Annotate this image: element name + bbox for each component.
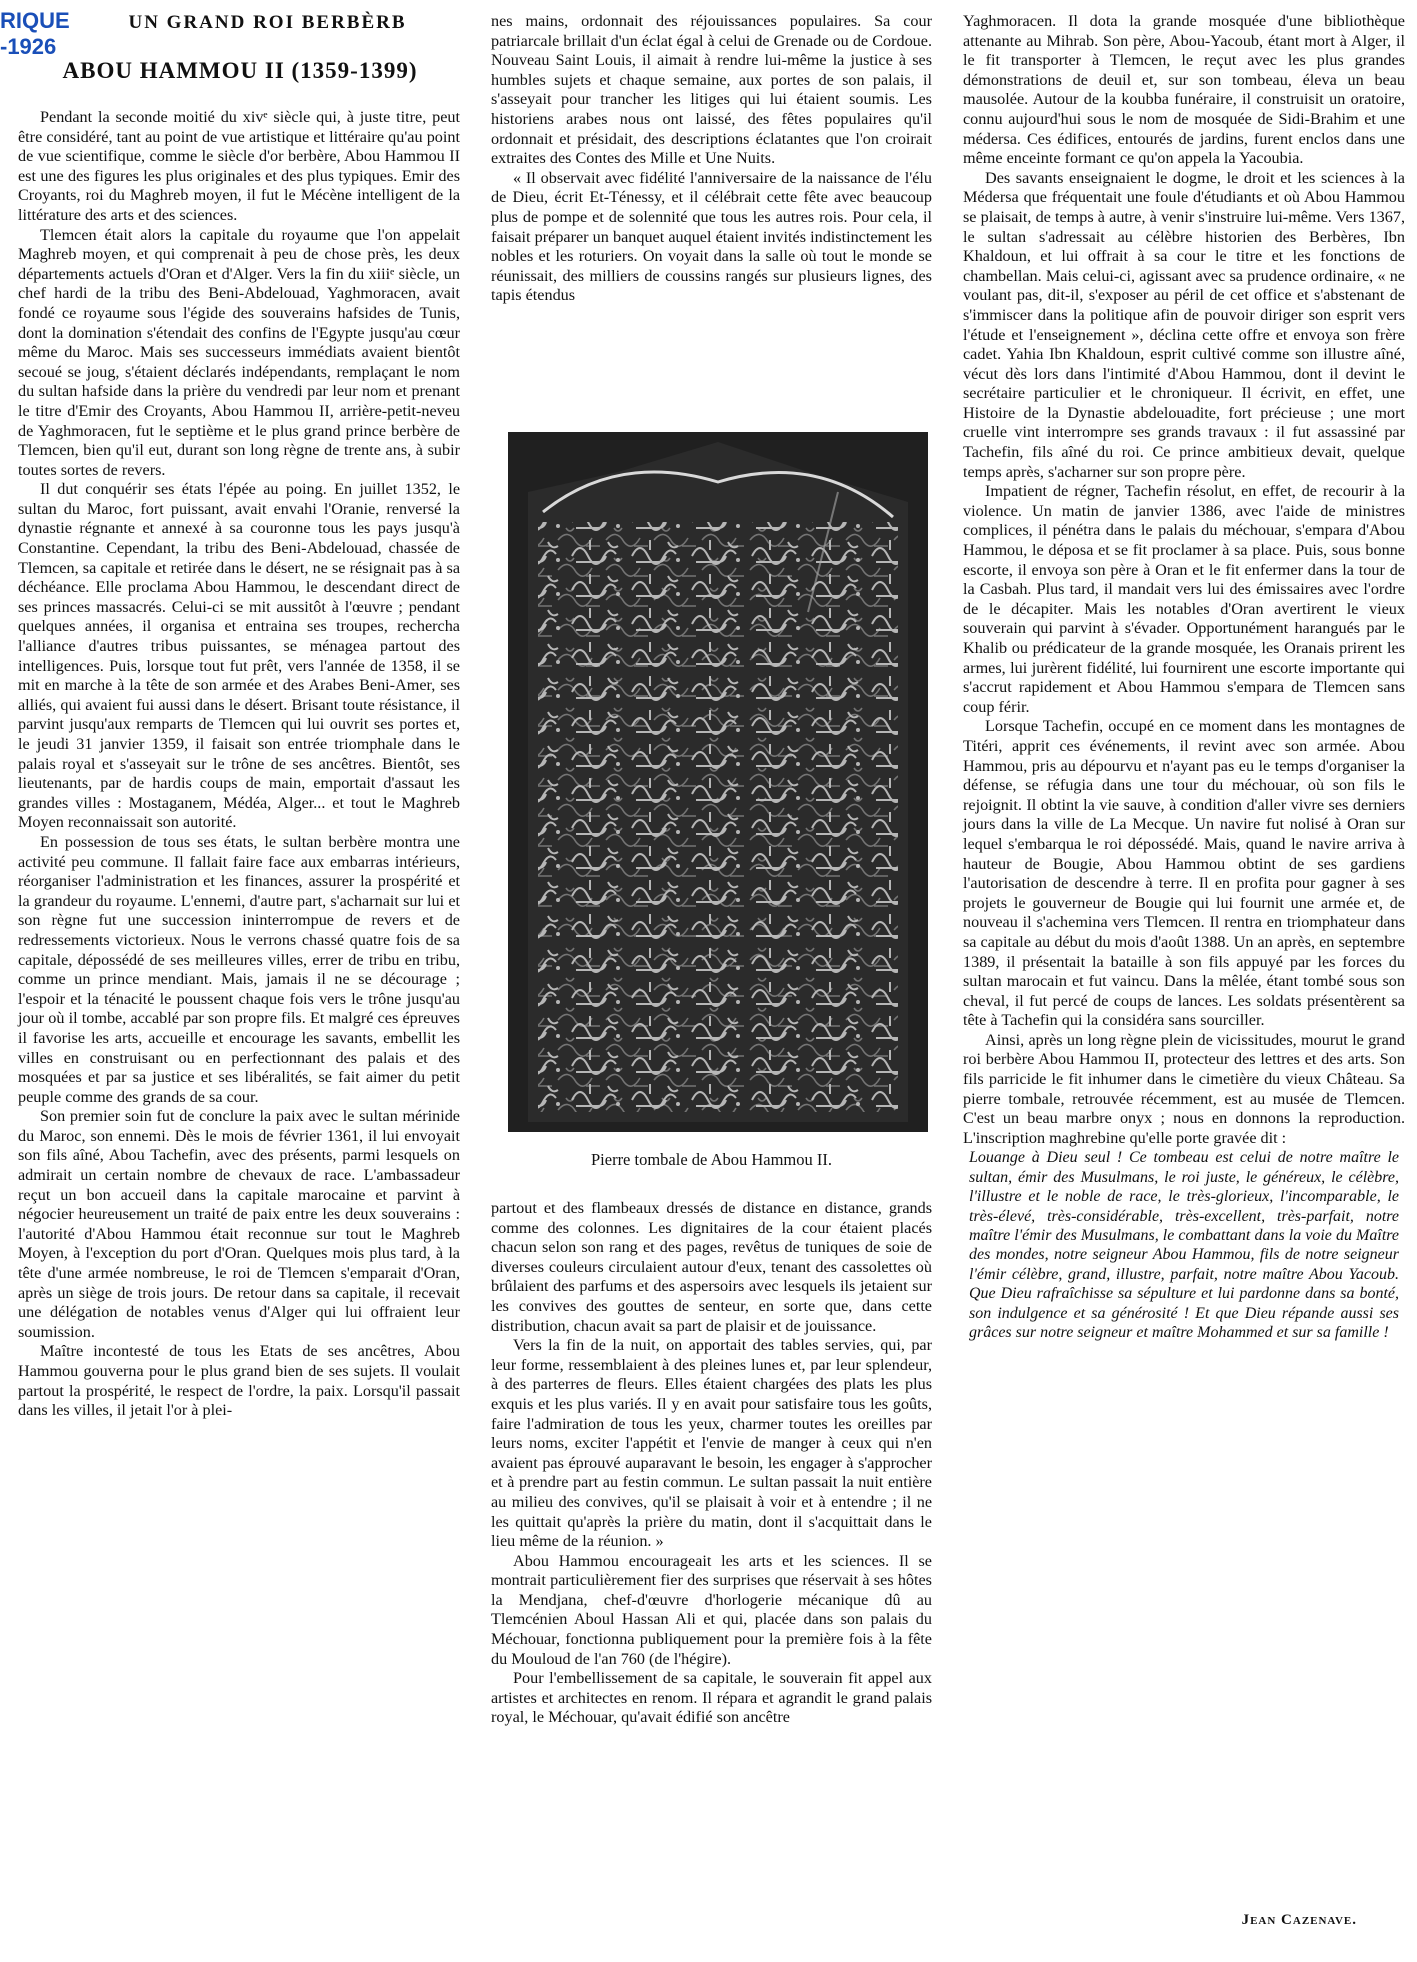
article-kicker: UN GRAND ROI BERBÈRB	[128, 12, 407, 33]
column-1	[18, 108, 460, 1421]
paragraph: Impatient de régner, Tachefin résolut, en effet, de recourir à la violence. Un matin de janvier 1386, avec l'aide de ministres complices, il pénétra dans le palais du méchouar, s'empara d'Abou Hammou, le déposa et se fit proclamer à sa place. Puis, sous bonne escorte, il envoya son père à Oran et le fit enfermer dans la tour de la Casbah. Plus tard, il mandait vers lui des émissaires avec l'ordre de le décapiter. Mais les notables d'Oran avertirent le vieux souverain qui parvint à s'évader. Opportunément harangués par le Khalib ou prédicateur de la grande mosquée, les Oranais prirent les armes, lui jurèrent fidélité, lui fournirent une escorte importante qui s'accrut rapidement et Abou Hammou s'empara de Tlemcen sans coup férir.	[963, 482, 1405, 716]
paragraph: Des savants enseignaient le dogme, le droit et les sciences à la Médersa que fréquentait une foule d'étudiants et où Abou Hammou se plaisait, de temps à autre, à venir s'instruire lui-même. Vers 1367, le sultan s'adressait au célèbre historien des Berbères, Ibn Khaldoun, et lui offrait à sa cour le titre et les fonctions de chambellan. Mais celui-ci, agissant avec sa prudence ordinaire, « ne voulant pas, dit-il, s'exposer au péril de cet office et s'abstenant de s'immiscer dans la politique afin de pouvoir diriger son esprit vers l'étude et l'enseignement », déclina cette offre et envoya son frère cadet. Yahia Ibn Khaldoun, esprit cultivé comme son illustre aîné, vécut dès lors dans l'intimité d'Abou Hammou, dont il devint le secrétaire particulier et le chroniqueur. Il écrivit, en effet, une Histoire de la Dynastie abdelouadite, fort précieuse ; une mort cruelle vint interrompre ses grands travaux : il fut assassiné par Tachefin, fils aîné du roi. Ce prince ambitieux devait, quelque temps après, s'acharner sur son propre père.	[963, 168, 1405, 481]
column-2-top	[491, 12, 932, 306]
paragraph: Maître incontesté de tous les Etats de ses ancêtres, Abou Hammou gouverna pour le plus grand bien de ses sujets. Il voulait partout la prospérité, le respect de l'ordre, la paix. Lorsqu'il passait dans les villes, il jetait l'or à plei-	[18, 1342, 460, 1420]
corner-fragment: RIQUE -1926	[0, 8, 70, 59]
figure-caption: Pierre tombale de Abou Hammou II.	[590, 1150, 833, 1169]
paragraph: Tlemcen était alors la capitale du royaume que l'on appelait Maghreb moyen, et qui comprenait à peu de chose près, les deux départements actuels d'Oran et d'Alger. Vers la fin du xiiiᵉ siècle, un chef hardi de la tribu des Beni-Abdelouad, Yaghmoracen, avait fondé ce royaume sous l'égide des souverains hafsides de Tunis, dont la domination s'étendait des confins de l'Egypte jusqu'au cœur même du Maroc. Mais ses successeurs immédiats avaient bientôt secoué se joug, s'étaient déclarés indépendants, remplaçant le nom du sultan hafside dans la prière du vendredi par leur nom et prenant le titre d'Emir des Croyants, Abou Hammou II, arrière-petit-neveu de Yaghmoracen, fut le septième et le plus grand prince berbère de Tlemcen, bien qu'il eut, durant son long règne de trente ans, à subir toutes sortes de revers.	[18, 225, 460, 479]
paragraph: « Il observait avec fidélité l'anniversaire de la naissance de l'élu de Dieu, écrit Et-Ténessy, et il célébrait cette fête avec beaucoup plus de pompe et de solennité que tous les autres rois. Pour cela, il faisait préparer un banquet auquel étaient invités indistinctement les nobles et les roturiers. On voyait dans la salle où tout le monde se réunissait, des milliers de coussins rangés sur plusieurs lignes, des tapis étendus	[491, 168, 932, 305]
paragraph: Yaghmoracen. Il dota la grande mosquée d'une bibliothèque attenante au Mihrab. Son père, Abou-Yacoub, étant mort à Alger, il le fit transporter à Tlemcen, le reçut avec les plus grandes démonstrations de deuil et, sur son tombeau, éleva un beau mausolée. Autour de la koubba funéraire, il construisit un oratoire, connu aujourd'hui sous le nom de mosquée de Sidi-Brahim et une médersa. Ces édifices, entourés de jardins, furent enclos dans une même enceinte formant ce qu'on appela la Yacoubia.	[963, 12, 1405, 168]
paragraph: Pendant la seconde moitié du xivᵉ siècle qui, à juste titre, peut être considéré, tant au point de vue artistique et littéraire qu'au point de vue scientifique, comme le siècle d'or berbère, Abou Hammou II est une des figures les plus originales et des plus typiques. Emir des Croyants, roi du Maghreb moyen, il fut le Mécène intelligent de la littérature des arts et des sciences.	[18, 108, 460, 224]
paragraph: partout et des flambeaux dressés de distance en distance, grands comme des colonnes. Les dignitaires de la cour étaient placés chacun selon son rang et des pages, revêtus de tuniques de soie de diverses couleurs circulaient autour d'eux, tenant des cassolettes où brûlaient des parfums et des aspersoirs avec lesquels ils jetaient sur les convives des gouttes de senteur, en sorte que, dans cette distribution, chacun avait sa part de plaisir et de jouissance.	[491, 1199, 932, 1335]
column-2-bottom	[491, 1199, 932, 1728]
author-signature: Jean Cazenave.	[1241, 1912, 1357, 1928]
paragraph: Pour l'embellissement de sa capitale, le souverain fit appel aux artistes et architectes en renom. Il répara et agrandit le grand palais royal, le Méchouar, qu'avait édifié son ancêtre	[491, 1669, 932, 1727]
paragraph: Son premier soin fut de conclure la paix avec le sultan mérinide du Maroc, son ennemi. Dès le mois de février 1361, il lui envoyait son fils aîné, Abou Tachefin, avec des présents, parmi lesquels on admirait un certain nombre de chevaux de race. L'ambassadeur reçut un bon accueil dans la capitale marocaine et parvint à négocier heureusement un traité de paix entre les deux souverains : l'autorité d'Abou Hammou était reconnue sur tout le Maghreb Moyen, à l'exception du port d'Oran. Quelques mois plus tard, à la tête d'une armée nombreuse, le roi de Tlemcen s'emparait d'Oran, après un siège de trois jours. De retour dans sa capitale, il recevait une délégation de notables venus d'Alger qui lui offraient leur soumission.	[18, 1107, 460, 1341]
paragraph: nes mains, ordonnait des réjouissances populaires. Sa cour patriarcale brillait d'un éclat égal à celui de Grenade ou de Cordoue. Nouveau Saint Louis, il aimait à rendre lui-même la justice à ses humbles sujets et chaque semaine, aux portes de son palais, il s'asseyait pour trancher les litiges qui lui étaient soumis. Les historiens arabes nous ont laissé, des fêtes populaires qu'il ordonnait et présidait, des descriptions éclatantes que l'on croirait extraites des Contes des Mille et Une Nuits.	[491, 12, 932, 168]
tombstone-photo	[508, 432, 928, 1132]
column-3	[963, 12, 1405, 1343]
tomb-inscription: Louange à Dieu seul ! Ce tombeau est celui de notre maître le sultan, émir des Musulmans, le roi juste, le généreux, le célèbre, l'illustre et le noble de race, le très-glorieux, l'incomparable, le très-élevé, très-considérable, très-excellent, très-parfait, notre maître l'émir des Musulmans, le combattant dans la voie du Maître des mondes, notre seigneur Abou Hammou, fils de notre seigneur l'émir célèbre, grand, illustre, parfait, notre maître Abou Yacoub. Que Dieu rafraîchisse sa sépulture et lui pardonne dans sa bonté, son indulgence et sa générosité ! Et que Dieu répande aussi ses grâces sur notre seigneur et maître Mohammed et sur sa famille !	[969, 1149, 1399, 1342]
tombstone-engraving	[508, 432, 928, 1132]
paragraph: Il dut conquérir ses états l'épée au poing. En juillet 1352, le sultan du Maroc, fort puissant, avait envahi l'Oranie, renversé la dynastie régnante et annexé à sa couronne tous les pays jusqu'à Constantine. Cependant, la tribu des Beni-Abdelouad, chassée de Tlemcen, sa capitale et retirée dans le désert, ne se résignait pas à sa déchéance. Elle proclama Abou Hammou, le descendant direct de ses princes massacrés. Celui-ci se mit aussitôt à l'œuvre ; pendant quelques années, il organisa et entraina ses troupes, rechercha l'alliance d'autres tribus puissantes, se ménagea partout des intelligences. Puis, lorsque tout fut prêt, vers l'année de 1358, il se mit en marche à la tête de son armée et des Arabes Beni-Amer, ses alliés, qui avaient fui aussi dans le désert. Brisant toute résistance, il parvint jusqu'aux remparts de Tlemcen qui lui ouvrit ses portes et, le jeudi 31 janvier 1359, il faisait son entrée triomphale dans le palais royal et s'asseyait sur le trône de ses ancêtres. Bientôt, ses lieutenants, par de hardis coups de main, emportait d'assaut les grandes villes : Mostaganem, Médéa, Alger... et tout le Maghreb Moyen reconnaissait son autorité.	[18, 480, 460, 832]
paragraph: Abou Hammou encourageait les arts et les sciences. Il se montrait particulièrement fier des surprises que réservait à ses hôtes la Mendjana, chef-d'œuvre d'horlogerie mécanique dû au Tlemcénien Aboul Hassan Ali et qui, placée dans son palais du Méchouar, fonctionna publiquement pour la première fois à la fête du Mouloud de l'an 760 (de l'hégire).	[491, 1551, 932, 1668]
paragraph: En possession de tous ses états, le sultan berbère montra une activité peu commune. Il fallait faire face aux embarras intérieurs, réorganiser l'administration et les finances, assurer la prospérité et la grandeur du royaume. L'ennemi, d'autre part, s'acharnait sur lui et son règne fut une succession ininterrompue de revers et de redressements victorieux. Nous le verrons chassé quatre fois de sa capitale, dépossédé de ses meilleures villes, errer de tribu en tribu, comme un prince mendiant. Mais, jamais il ne se décourage ; l'espoir et la ténacité le poussent chaque fois vers le trône jusqu'au jour où il tombe, accablé par son propre fils. Et malgré ces épreuves il favorise les arts, accueille et encourage les savants, embellit les villes en construisant ou en perfectionnant des palais et des mosquées et par sa justice et ses libéralités, se fait aimer du petit peuple comme des grands de sa cour.	[18, 832, 460, 1106]
paragraph: Ainsi, après un long règne plein de vicissitudes, mourut le grand roi berbère Abou Hammou II, protecteur des lettres et des arts. Son fils parricide le fit inhumer dans le cimetière du vieux Château. Sa pierre tombale, retrouvée récemment, est au musée de Tlemcen. C'est un beau marbre onyx ; nous en donnons la reproduction. L'inscription maghrebine qu'elle porte gravée dit :	[963, 1030, 1405, 1147]
paragraph: Vers la fin de la nuit, on apportait des tables servies, qui, par leur forme, ressemblaient à des pleines lunes et, par leur splendeur, à des parterres de fleurs. Elles étaient chargées des plats les plus exquis et les plus variés. Il y en avait pour satisfaire tous les goûts, faire l'admiration de tous les yeux, charmer toutes les oreilles par leurs noms, exciter l'appétit et l'envie de manger à ceux qui n'en avaient pas éprouvé auparavant le besoin, les engager à s'approcher et à prendre part au festin commun. Le sultan passait la nuit entière au milieu des convives, qu'il se plaisait à voir et à entendre ; il ne les quittait qu'après la prière du matin, dont il s'acquittait dans le lieu même de la réunion. »	[491, 1336, 932, 1551]
article-title: ABOU HAMMOU II (1359-1399)	[62, 58, 418, 83]
paragraph: Lorsque Tachefin, occupé en ce moment dans les montagnes de Titéri, apprit ces événements, il revint avec son armée. Abou Hammou, pris au dépourvu et n'ayant pas eu le temps d'organiser la défense, se réfugia dans une tour du méchouar, où son fils le rejoignit. Il obtint la vie sauve, à condition d'aller vivre ses derniers jours dans la ville de La Mecque. Un navire fut nolisé à Oran sur lequel s'embarqua le roi dépossédé. Mais, quand le navire arriva à hauteur de Bougie, Abou Hammou obtint de ses gardiens l'autorisation de descendre à terre. Il en profita pour gagner à ses projets le gouverneur de Bougie qui lui fournit une armée et, de nouveau il s'achemina vers Tlemcen. Il rentra en triomphateur dans sa capitale au début du mois d'août 1388. Un an après, en septembre 1389, il présentait la bataille à son fils appuyé par les forces du sultan marocain et fut vaincu. Dans la mêlée, étant tombé sous son cheval, il fut percé de coups de lances. Les soldats présentèrent sa tête à Tachefin qui la considéra sans sourciller.	[963, 717, 1405, 1030]
